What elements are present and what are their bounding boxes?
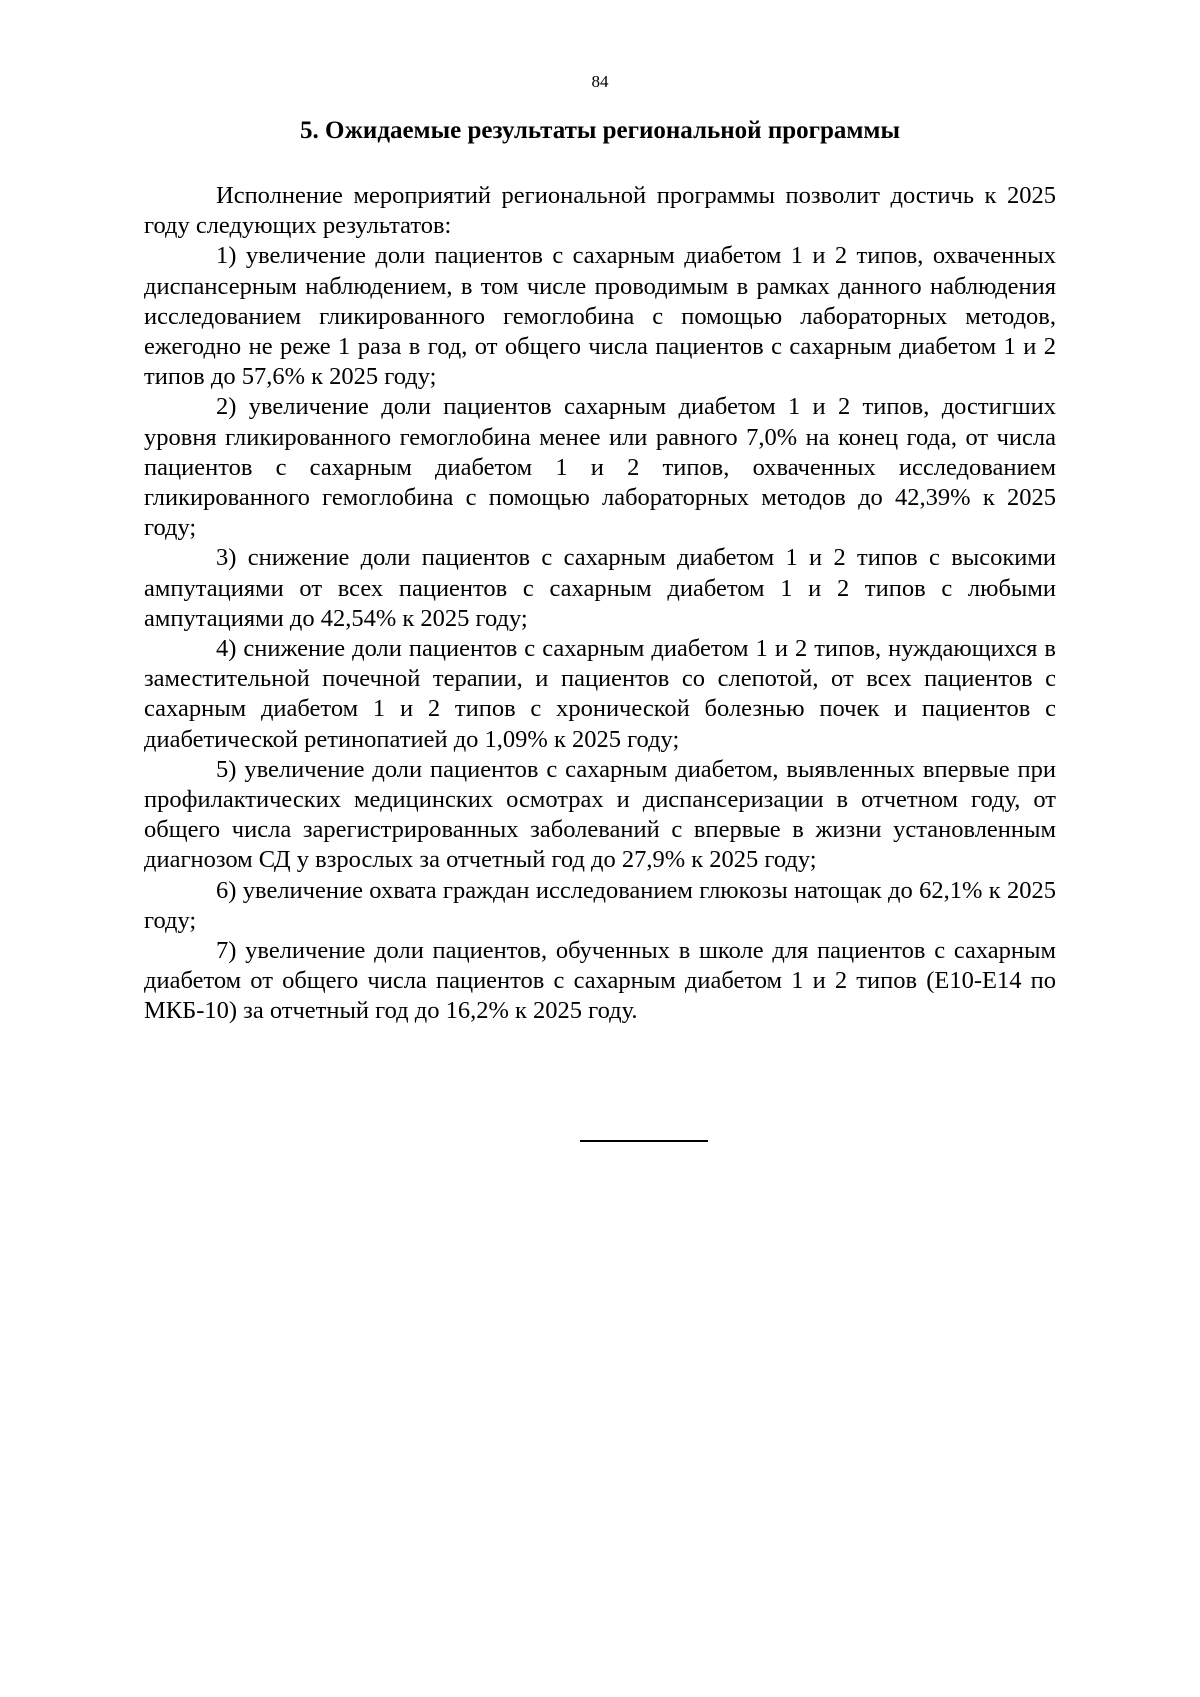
result-item-1: 1) увеличение доли пациентов с сахарным диабетом 1 и 2 типов, охваченных диспансерным наблюдением, в том числе проводимым в рамках данного наблюдения исследованием гликированного гемоглобина с помощью лабораторных методов, ежегодно не реже 1 раза в год, от общего числа пациентов с сахарным диабетом 1 и 2 типов до 57,6% к 2025 году; — [144, 242, 1056, 391]
result-item-2: 2) увеличение доли пациентов сахарным диабетом 1 и 2 типов, достигших уровня гликированного гемоглобина менее или равного 7,0% на конец года, от числа пациентов с сахарным диабетом 1 и 2 типов, охваченных исследованием гликированного гемоглобина с помощью лабораторных методов до 42,39% к 2025 году; — [144, 393, 1056, 542]
result-item-7: 7) увеличение доли пациентов, обученных в школе для пациентов с сахарным диабетом от общего числа пациентов с сахарным диабетом 1 и 2 типов (Е10-Е14 по МКБ-10) за отчетный год до 16,2% к 2025 году. — [144, 937, 1056, 1025]
end-divider — [580, 1140, 708, 1142]
document-body — [144, 181, 1056, 1027]
section-heading: 5. Ожидаемые результаты региональной программы — [300, 117, 900, 144]
result-item-5: 5) увеличение доли пациентов с сахарным диабетом, выявленных впервые при профилактических медицинских осмотрах и диспансеризации в отчетном году, от общего числа зарегистрированных заболеваний с впервые в жизни установленным диагнозом СД у взрослых за отчетный год до 27,9% к 2025 году; — [144, 755, 1056, 874]
intro-paragraph: Исполнение мероприятий региональной программы позволит достичь к 2025 году следующих результатов: — [144, 182, 1056, 240]
result-item-3: 3) снижение доли пациентов с сахарным диабетом 1 и 2 типов с высокими ампутациями от всех пациентов с сахарным диабетом 1 и 2 типов с любыми ампутациями до 42,54% к 2025 году; — [144, 544, 1056, 632]
result-item-4: 4) снижение доли пациентов с сахарным диабетом 1 и 2 типов, нуждающихся в заместительной почечной терапии, и пациентов со слепотой, от всех пациентов с сахарным диабетом 1 и 2 типов с хронической болезнью почек и пациентов с диабетической ретинопатией до 1,09% к 2025 году; — [144, 635, 1056, 753]
result-item-6: 6) увеличение охвата граждан исследованием глюкозы натощак до 62,1% к 2025 году; — [144, 876, 1056, 934]
page-number: 84 — [591, 72, 609, 91]
